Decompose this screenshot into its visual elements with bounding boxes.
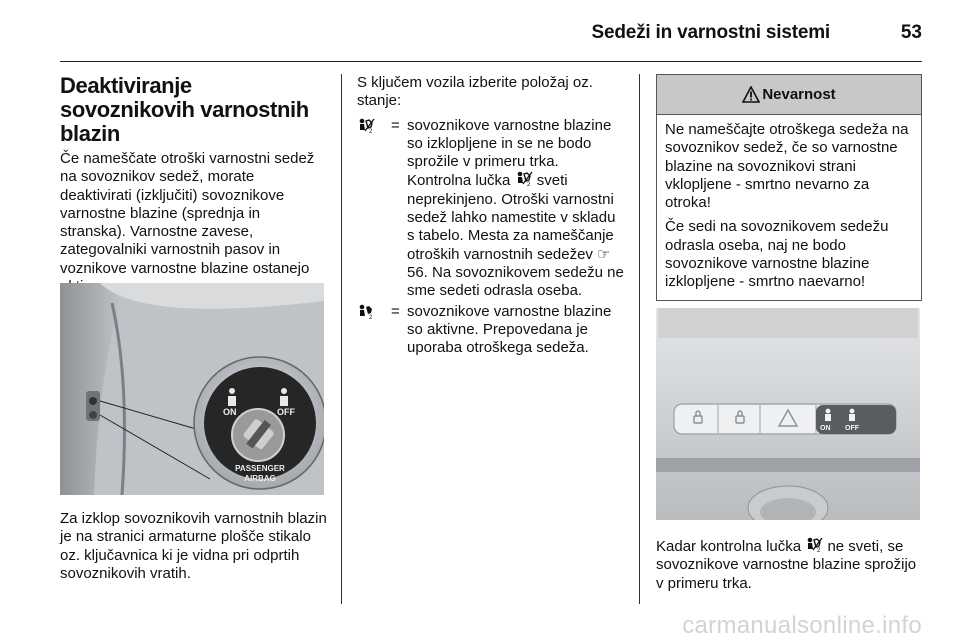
definition-text-off	[407, 117, 625, 301]
warning-paragraph: Ne nameščajte otroškega sedeža na sovoznikov sedež, če so varnostne blazine na sovoznikovi strani vklopljene - smrtno nevarno za otroka!	[665, 121, 909, 212]
caption-text	[656, 537, 924, 593]
definition-text-part: sveti neprekinjeno. Otroški varnostni sedež lahko namestite v skladu s tabelo. Mesta za nameščanje otroških varnostnih sedežev	[407, 172, 616, 263]
svg-text:2: 2	[369, 314, 373, 320]
page-title: Sedeži in varnostni sistemi	[591, 22, 830, 43]
airbag-off-inline-icon	[515, 171, 533, 187]
equals-sign: =	[391, 302, 400, 320]
definition-text-part: 56. Na sovoznikovem sedežu ne sme sedeti odrasla oseba.	[407, 263, 624, 300]
caption-text-part: ne sveti, se sovoznikove varnostne blazine sprožijo v primeru trka.	[656, 538, 917, 592]
airbag-switch-photo	[60, 283, 324, 495]
on-indicator-label: ON	[820, 425, 831, 432]
airbag-off-inline-icon	[805, 537, 823, 553]
definition-text-part: sovoznikove varnostne blazine so izklopljene in se ne bodo sprožile v primeru trka. Kontrolna lučka	[407, 116, 612, 190]
airbag-switch-illustration	[60, 283, 324, 495]
warning-paragraph: Če sedi na sovoznikovem sedežu odrasla oseba, naj ne bodo sovoznikove varnostne blazine izklopljene - smrtno naevarno!	[665, 218, 889, 291]
definition-row-off	[357, 117, 625, 301]
page-number: 53	[900, 22, 922, 43]
definition-list	[357, 117, 625, 358]
warning-title: Nevarnost	[762, 86, 836, 103]
indicator-panel-photo	[656, 308, 920, 520]
off-label: OFF	[277, 407, 295, 417]
watermark[interactable]: carmanualsonline.info	[682, 612, 922, 639]
column-left	[60, 74, 324, 296]
page-reference-icon[interactable]: ☞	[597, 245, 611, 263]
caption-text: Za izklop sovoznikovih varnostnih blazin je na stranici armaturne plošče stikalo oz. ključavnica ki je vidna pri odprtih sovoznikovih vratih.	[60, 510, 327, 582]
danger-warning-box	[656, 74, 922, 301]
on-label: ON	[223, 407, 237, 417]
airbag-on-icon	[357, 303, 391, 358]
column-divider	[341, 74, 342, 604]
airbag-label: AIRBAG	[244, 474, 276, 483]
column-middle	[357, 74, 625, 357]
equals-sign: =	[391, 116, 400, 134]
column-divider	[639, 74, 640, 604]
position-intro: S ključem vozila izberite položaj oz. stanje:	[357, 74, 593, 110]
section-heading: Deaktiviranje sovoznikovih varnostnih blazin	[60, 73, 309, 146]
svg-text:2: 2	[369, 128, 373, 134]
caption-text-part: Kadar kontrolna lučka	[656, 538, 802, 555]
off-indicator-label: OFF	[845, 425, 859, 432]
warning-header	[657, 75, 921, 115]
indicator-caption	[656, 537, 924, 593]
svg-text:2: 2	[817, 548, 821, 553]
passenger-label: PASSENGER	[235, 464, 285, 473]
column-right	[656, 74, 922, 301]
definition-row-on	[357, 303, 625, 358]
intro-paragraph: Če nameščate otroški varnostni sedež na sovoznikov sedež, morate deaktivirati (izključiti) sovoznikove varnostne blazine (sprednja in stranska). Varnostne zavese, zategovalniki varnostnih pasov in voznikove varnostne blazine ostanejo	[60, 150, 315, 277]
warning-triangle-icon	[742, 86, 760, 103]
svg-text:2: 2	[526, 182, 530, 188]
definition-text-on: sovoznikove varnostne blazine so aktivne. Prepovedana je uporaba otroškega sedeža.	[407, 302, 612, 357]
warning-body	[657, 115, 921, 300]
page-header	[60, 16, 922, 62]
airbag-off-icon	[357, 117, 391, 301]
photo-caption	[60, 510, 328, 583]
indicator-panel-illustration	[656, 308, 920, 520]
